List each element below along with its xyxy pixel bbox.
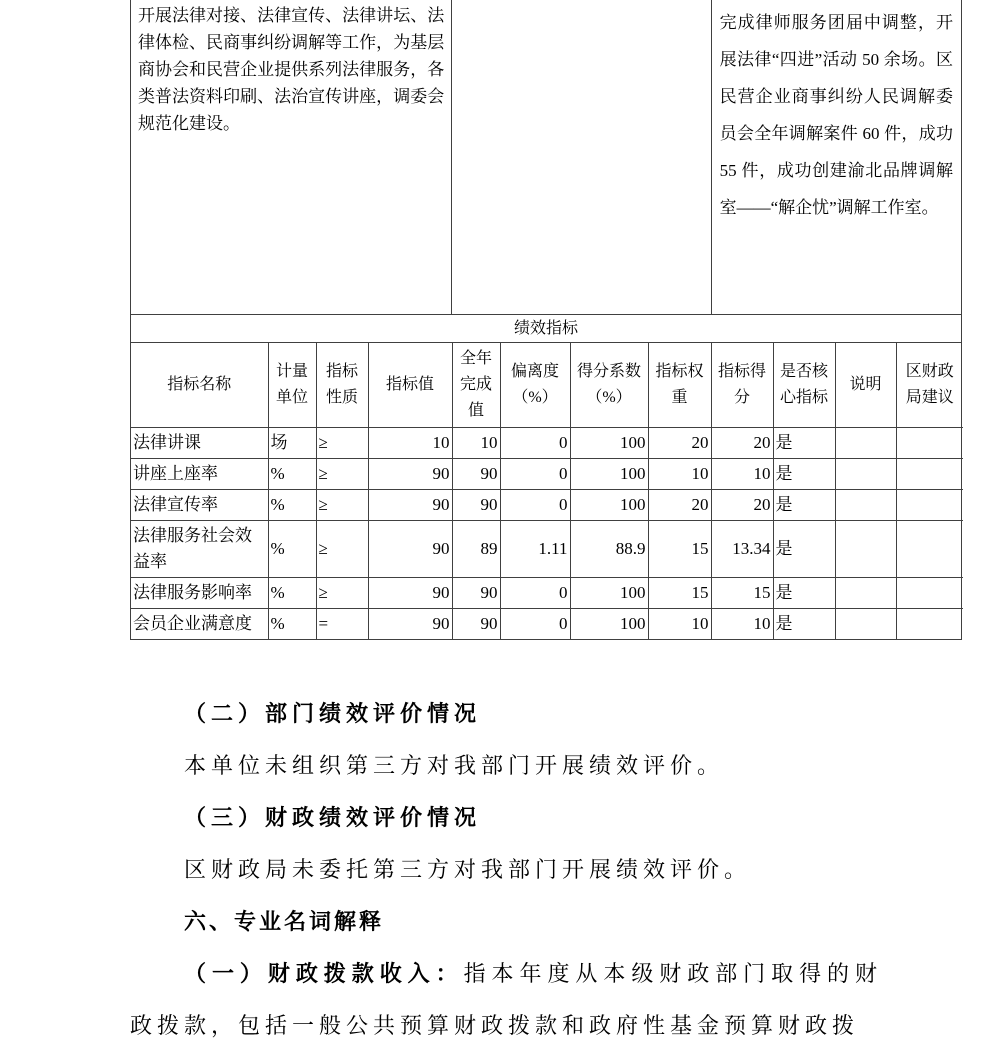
indicator-cell: 10 (711, 458, 773, 489)
indicator-cell: 法律服务影响率 (131, 577, 268, 608)
heading-terms: 六、专业名词解释 (184, 908, 385, 934)
column-header: 全年完成值 (452, 343, 500, 427)
indicator-cell: 是 (773, 489, 835, 520)
indicator-cell: 90 (368, 577, 452, 608)
indicator-cell: 10 (648, 458, 711, 489)
heading-dept-evaluation: （二）部门绩效评价情况 (184, 700, 482, 726)
indicator-cell: 10 (648, 608, 711, 639)
indicator-cell (835, 577, 896, 608)
indicator-section-title: 绩效指标 (131, 315, 961, 343)
heading-fiscal-evaluation: （三）财政绩效评价情况 (184, 804, 482, 830)
indicator-cell: 13.34 (711, 520, 773, 577)
column-header: 区财政局建议 (896, 343, 963, 427)
indicator-cell: 10 (452, 427, 500, 458)
indicator-cell: 0 (500, 458, 570, 489)
indicator-row (131, 520, 963, 577)
indicator-cell: 88.9 (570, 520, 648, 577)
indicator-table (131, 343, 963, 639)
indicator-cell: 15 (648, 577, 711, 608)
indicator-cell: 法律服务社会效益率 (131, 520, 268, 577)
performance-report-table (130, 0, 962, 640)
indicator-cell: 15 (711, 577, 773, 608)
indicator-cell: 法律讲课 (131, 427, 268, 458)
indicator-row (131, 577, 963, 608)
column-header: 指标性质 (316, 343, 368, 427)
indicator-cell: ≥ (316, 520, 368, 577)
indicator-row (131, 427, 963, 458)
indicator-cell: 20 (711, 489, 773, 520)
indicator-cell: 会员企业满意度 (131, 608, 268, 639)
indicator-cell: 10 (711, 608, 773, 639)
indicator-cell: 90 (452, 458, 500, 489)
indicator-cell: 0 (500, 489, 570, 520)
column-header: 指标权重 (648, 343, 711, 427)
indicator-cell: 90 (452, 489, 500, 520)
indicator-cell: 20 (711, 427, 773, 458)
indicator-cell: 是 (773, 520, 835, 577)
indicator-cell: 100 (570, 489, 648, 520)
column-header: 说明 (835, 343, 896, 427)
indicator-row (131, 608, 963, 639)
indicator-cell (896, 577, 963, 608)
indicator-cell: 20 (648, 489, 711, 520)
indicator-cell: 0 (500, 427, 570, 458)
indicator-cell: % (268, 520, 316, 577)
indicator-cell: 100 (570, 458, 648, 489)
indicator-cell (835, 520, 896, 577)
indicator-cell (835, 427, 896, 458)
indicator-row (131, 458, 963, 489)
indicator-cell: 100 (570, 577, 648, 608)
indicator-cell: 场 (268, 427, 316, 458)
column-header: 计量单位 (268, 343, 316, 427)
indicator-cell: 是 (773, 458, 835, 489)
indicator-cell: % (268, 577, 316, 608)
indicator-cell: 100 (570, 608, 648, 639)
indicator-cell (896, 608, 963, 639)
indicator-cell: 15 (648, 520, 711, 577)
project-summary-row (131, 0, 961, 315)
column-header: 得分系数（%） (570, 343, 648, 427)
column-header: 指标名称 (131, 343, 268, 427)
indicator-cell: ≥ (316, 577, 368, 608)
indicator-cell: ≥ (316, 489, 368, 520)
indicator-cell: 89 (452, 520, 500, 577)
indicator-cell: 90 (368, 520, 452, 577)
indicator-cell: 是 (773, 427, 835, 458)
column-header: 偏离度（%） (500, 343, 570, 427)
indicator-cell (896, 520, 963, 577)
term-lead: （一）财政拨款收入： (184, 960, 464, 986)
indicator-cell: 法律宣传率 (131, 489, 268, 520)
indicator-cell: 90 (452, 577, 500, 608)
indicator-cell: % (268, 489, 316, 520)
completion-summary-cell: 完成律师服务团届中调整，开展法律“四进”活动 50 余场。区民营企业商事纠纷人民调解委员会全年调解案件 60 件，成功 55 件，成功创建渝北品牌调解室——“解企忧”调解工作室。 (719, 13, 953, 217)
indicator-cell: 0 (500, 577, 570, 608)
indicator-cell: 100 (570, 427, 648, 458)
indicator-cell: 是 (773, 608, 835, 639)
indicator-cell: 90 (368, 458, 452, 489)
body-text-block (130, 688, 882, 1052)
indicator-cell: 讲座上座率 (131, 458, 268, 489)
indicator-cell: % (268, 608, 316, 639)
indicator-cell: 10 (368, 427, 452, 458)
indicator-table-header (131, 343, 963, 427)
indicator-table-body (131, 427, 963, 639)
indicator-row (131, 489, 963, 520)
indicator-cell: % (268, 458, 316, 489)
indicator-cell (896, 427, 963, 458)
annual-task-cell: 开展法律对接、法律宣传、法律讲坛、法律体检、民商事纠纷调解等工作，为基层商协会和民营企业提供系列法律服务，各类普法资料印刷、法治宣传讲座，调委会规范化建设。 (131, 0, 452, 314)
column-header: 是否核心指标 (773, 343, 835, 427)
indicator-cell (896, 489, 963, 520)
indicator-cell (835, 458, 896, 489)
para-fiscal-evaluation: 区财政局未委托第三方对我部门开展绩效评价。 (184, 856, 752, 882)
indicator-cell: 90 (368, 608, 452, 639)
term-definition: 指本年度从本级财政部门取得的财政拨款，包括一般公共预算财政拨款和政府性基金预算财政拨 (130, 960, 882, 1038)
column-header: 指标值 (368, 343, 452, 427)
indicator-cell (896, 458, 963, 489)
indicator-cell (835, 489, 896, 520)
indicator-cell: = (316, 608, 368, 639)
indicator-cell: 0 (500, 608, 570, 639)
indicator-cell: 90 (452, 608, 500, 639)
column-header: 指标得分 (711, 343, 773, 427)
para-term-fiscal-appropriation (130, 948, 882, 1052)
para-dept-evaluation: 本单位未组织第三方对我部门开展绩效评价。 (184, 752, 725, 778)
document-page (130, 0, 962, 1052)
indicator-cell: ≥ (316, 458, 368, 489)
indicator-cell (835, 608, 896, 639)
empty-cell (452, 0, 711, 314)
indicator-cell: 20 (648, 427, 711, 458)
indicator-cell: 是 (773, 577, 835, 608)
indicator-cell: ≥ (316, 427, 368, 458)
indicator-cell: 1.11 (500, 520, 570, 577)
indicator-cell: 90 (368, 489, 452, 520)
